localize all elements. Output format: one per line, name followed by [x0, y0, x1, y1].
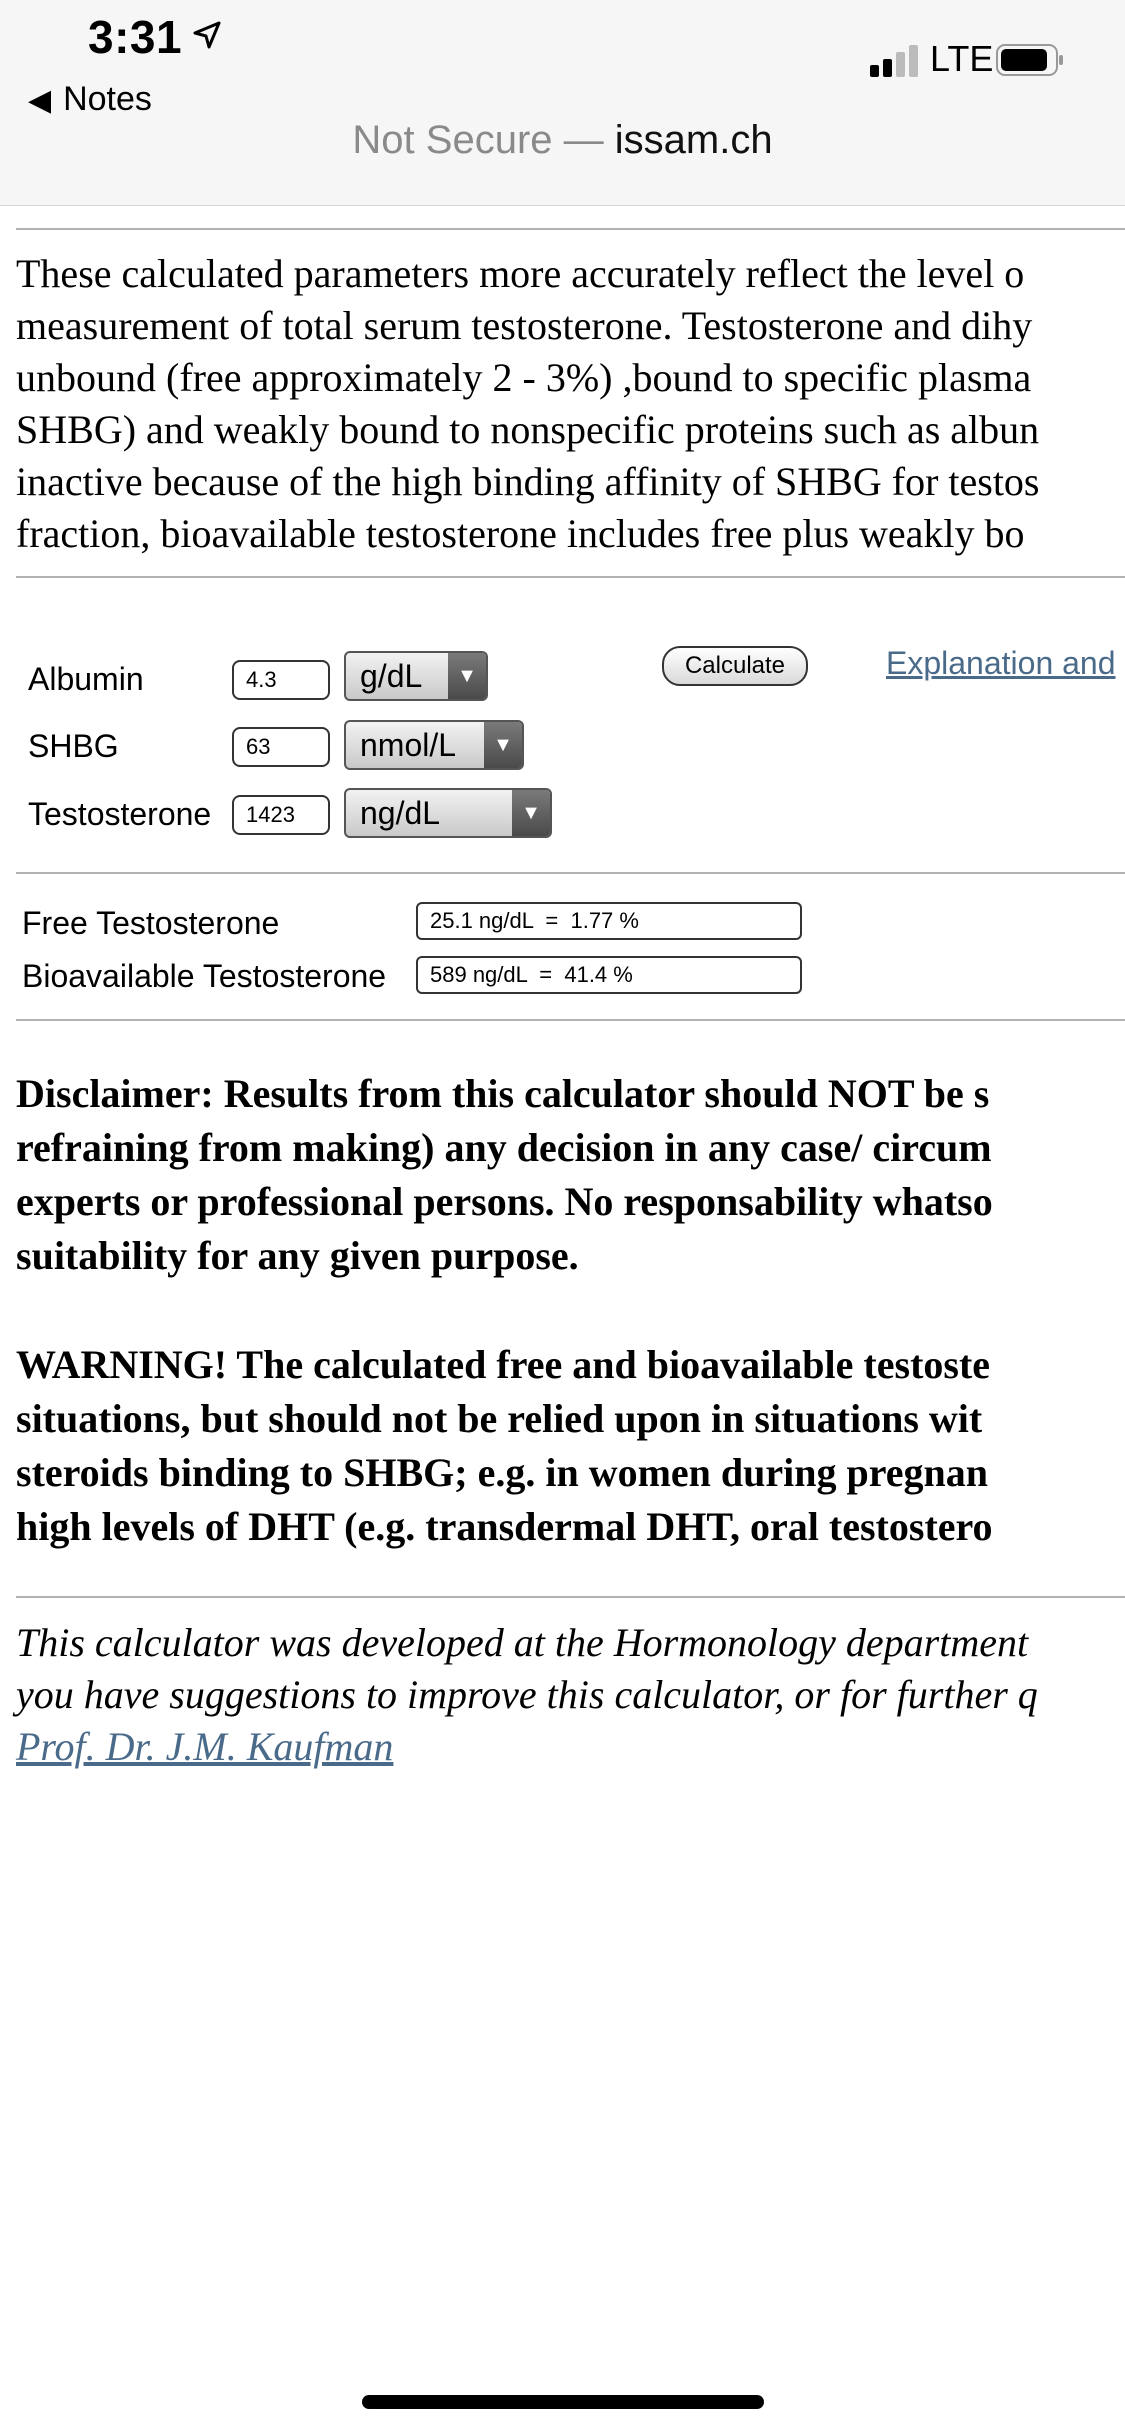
warning-line: WARNING! The calculated free and bioavailable testoste — [16, 1342, 991, 1387]
free-testosterone-label: Free Testosterone — [22, 905, 280, 941]
security-label: Not Secure — — [352, 118, 604, 162]
testosterone-unit-value: ng/dL — [360, 795, 441, 831]
back-label: Notes — [63, 80, 152, 118]
intro-line: fraction, bioavailable testosterone includes free plus weakly bo — [16, 511, 1025, 556]
intro-line: unbound (free approximately 2 - 3%) ,bound to specific plasma — [16, 355, 1032, 400]
battery-icon — [996, 44, 1064, 76]
disclaimer-paragraph — [16, 1067, 1125, 1283]
testosterone-label: Testosterone — [28, 796, 212, 832]
disclaimer-line: Disclaimer: Results from this calculator should NOT be s — [16, 1071, 990, 1116]
intro-line: measurement of total serum testosterone. Testosterone and dihy — [16, 303, 1033, 348]
author-link[interactable]: Prof. Dr. J.M. Kaufman — [16, 1724, 394, 1769]
chevron-down-icon: ▼ — [484, 722, 522, 768]
divider — [16, 1019, 1125, 1021]
shbg-unit-select[interactable] — [344, 720, 524, 770]
warning-line: situations, but should not be relied upon in situations wit — [16, 1396, 983, 1441]
footer-paragraph — [16, 1617, 1125, 1773]
intro-line: inactive because of the high binding affinity of SHBG for testos — [16, 459, 1040, 504]
status-time: 3:31 — [88, 11, 183, 63]
warning-line: high levels of DHT (e.g. transdermal DHT, oral testostero — [16, 1504, 993, 1549]
disclaimer-line: refraining from making) any decision in any case/ circum — [16, 1125, 992, 1170]
browser-chrome — [0, 0, 1125, 206]
back-to-notes-button[interactable] — [28, 80, 152, 119]
albumin-unit-value: g/dL — [360, 658, 423, 694]
albumin-input[interactable]: 4.3 — [232, 660, 330, 700]
footer-line: you have suggestions to improve this calculator, or for further q — [16, 1672, 1038, 1717]
carrier-label: LTE — [930, 38, 994, 79]
divider — [16, 872, 1125, 874]
warning-line: steroids binding to SHBG; e.g. in women during pregnan — [16, 1450, 989, 1495]
chevron-down-icon: ▼ — [512, 790, 550, 836]
location-arrow-icon — [192, 20, 222, 50]
address-bar[interactable] — [0, 118, 1125, 163]
testosterone-unit-select[interactable] — [344, 788, 552, 838]
url-host: issam.ch — [614, 118, 773, 162]
albumin-label: Albumin — [28, 661, 144, 697]
bioavailable-testosterone-result: 589 ng/dL = 41.4 % — [416, 956, 802, 994]
back-triangle-icon: ◀ — [28, 84, 52, 117]
explanation-link[interactable]: Explanation and — [886, 645, 1116, 681]
albumin-unit-select[interactable] — [344, 651, 488, 701]
free-testosterone-result: 25.1 ng/dL = 1.77 % — [416, 902, 802, 940]
shbg-unit-value: nmol/L — [360, 727, 457, 763]
shbg-label: SHBG — [28, 728, 119, 764]
footer-line: This calculator was developed at the Hormonology department — [16, 1620, 1029, 1665]
home-indicator[interactable] — [362, 2395, 764, 2409]
chevron-down-icon: ▼ — [448, 653, 486, 699]
divider — [16, 576, 1125, 578]
calculate-button[interactable]: Calculate — [662, 646, 808, 686]
shbg-input[interactable]: 63 — [232, 727, 330, 767]
divider — [16, 228, 1125, 230]
disclaimer-line: experts or professional persons. No responsability whatso — [16, 1179, 993, 1224]
bioavailable-testosterone-label: Bioavailable Testosterone — [22, 958, 387, 994]
testosterone-input[interactable]: 1423 — [232, 795, 330, 835]
intro-paragraph — [16, 248, 1125, 560]
warning-paragraph — [16, 1338, 1125, 1554]
divider — [16, 1596, 1125, 1598]
intro-line: These calculated parameters more accurately reflect the level o — [16, 251, 1025, 296]
intro-line: SHBG) and weakly bound to nonspecific proteins such as albun — [16, 407, 1040, 452]
disclaimer-line: suitability for any given purpose. — [16, 1233, 579, 1278]
cellular-signal-icon — [870, 45, 920, 77]
